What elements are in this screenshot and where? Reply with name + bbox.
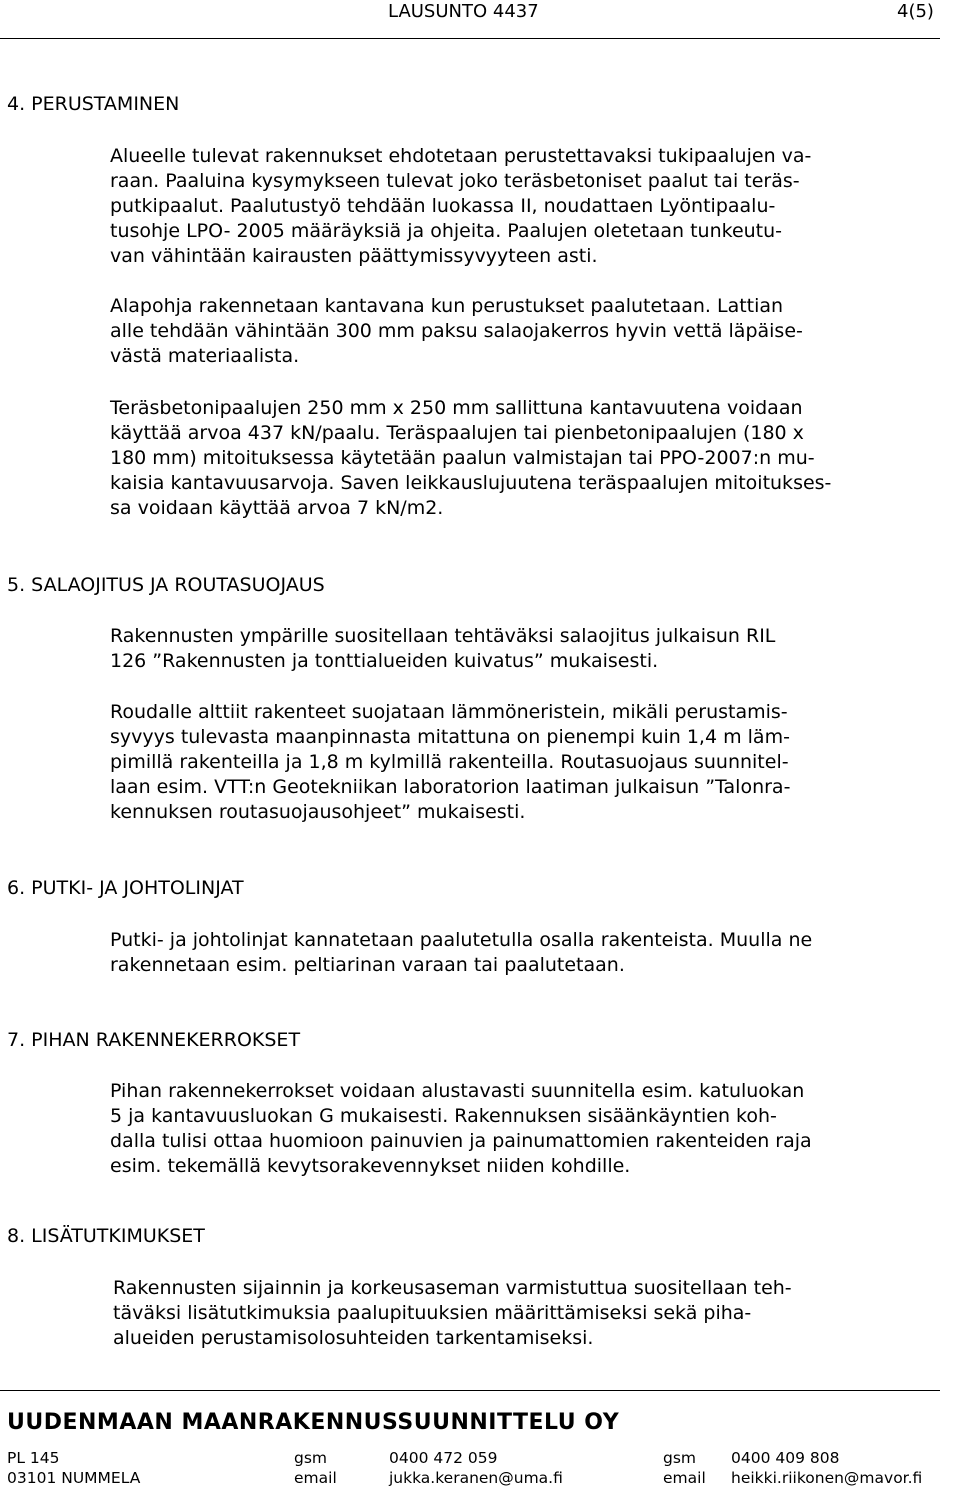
- section-heading-piha: 7. PIHAN RAKENNEKERROKSET: [7, 1029, 301, 1051]
- email-label: email: [663, 1469, 706, 1487]
- text-line: Rakennusten ympärille suositellaan tehtäväksi salaojitus julkaisun RIL: [110, 625, 776, 647]
- email-label: email: [294, 1469, 337, 1487]
- paragraph: [110, 396, 831, 521]
- text-line: alle tehdään vähintään 300 mm paksu salaojakerros hyvin vettä läpäise-: [110, 320, 803, 342]
- paragraph: [110, 294, 803, 369]
- gsm-number: 0400 472 059: [389, 1449, 498, 1467]
- paragraph: [110, 144, 811, 269]
- text-line: sa voidaan käyttää arvoa 7 kN/m2.: [110, 497, 444, 519]
- email-address: jukka.keranen@uma.fi: [389, 1469, 563, 1487]
- paragraph: [113, 1276, 792, 1351]
- text-line: Rakennusten sijainnin ja korkeusaseman varmistuttua suositellaan teh-: [113, 1277, 792, 1299]
- paragraph: [110, 624, 775, 674]
- text-line: syvyys tulevasta maanpinnasta mitattuna on pienempi kuin 1,4 m läm-: [110, 726, 790, 748]
- text-line: alueiden perustamisolosuhteiden tarkentamiseksi.: [113, 1327, 594, 1349]
- text-line: raan. Paaluina kysymykseen tulevat joko teräsbetoniset paalut tai teräs-: [110, 170, 800, 192]
- footer-divider: [0, 1390, 940, 1391]
- section-heading-perustaminen: 4. PERUSTAMINEN: [7, 93, 180, 115]
- text-line: Roudalle alttiit rakenteet suojataan lämmöneristein, mikäli perustamis-: [110, 701, 788, 723]
- gsm-label: gsm: [294, 1449, 328, 1467]
- email-address: heikki.riikonen@mavor.fi: [731, 1469, 923, 1487]
- text-line: västä materiaalista.: [110, 345, 300, 367]
- header-divider: [0, 38, 940, 39]
- text-line: tusohje LPO- 2005 määräyksiä ja ohjeita. Paalujen oletetaan tunkeutu-: [110, 220, 783, 242]
- paragraph: [110, 1079, 812, 1179]
- text-line: Putki- ja johtolinjat kannatetaan paalutetulla osalla rakenteista. Muulla ne: [110, 929, 813, 951]
- section-heading-putki: 6. PUTKI- JA JOHTOLINJAT: [7, 877, 244, 899]
- document-title: LAUSUNTO 4437: [388, 1, 539, 22]
- text-line: putkipaalut. Paalutustyö tehdään luokassa II, noudattaen Lyöntipaalu-: [110, 195, 776, 217]
- text-line: kennuksen routasuojausohjeet” mukaisesti.: [110, 801, 526, 823]
- paragraph: [110, 700, 790, 825]
- text-line: 180 mm) mitoituksessa käytetään paalun valmistajan tai PPO-2007:n mu-: [110, 447, 815, 469]
- section-heading-salaojitus: 5. SALAOJITUS JA ROUTASUOJAUS: [7, 574, 325, 596]
- text-line: käyttää arvoa 437 kN/paalu. Teräspaalujen tai pienbetonipaalujen (180 x: [110, 422, 804, 444]
- text-line: täväksi lisätutkimuksia paalupituuksien määrittämiseksi sekä piha-: [113, 1302, 752, 1324]
- page-number: 4(5): [897, 1, 934, 22]
- gsm-number: 0400 409 808: [731, 1449, 840, 1467]
- text-line: pimillä rakenteilla ja 1,8 m kylmillä rakenteilla. Routasuojaus suunnitel-: [110, 751, 789, 773]
- text-line: 126 ”Rakennusten ja tonttialueiden kuivatus” mukaisesti.: [110, 650, 659, 672]
- text-line: dalla tulisi ottaa huomioon painuvien ja painumattomien rakenteiden raja: [110, 1130, 812, 1152]
- address-line: PL 145: [7, 1449, 60, 1467]
- text-line: rakennetaan esim. peltiarinan varaan tai paalutetaan.: [110, 954, 625, 976]
- company-name: UUDENMAAN MAANRAKENNUSSUUNNITTELU OY: [7, 1410, 620, 1435]
- text-line: Pihan rakennekerrokset voidaan alustavasti suunnitella esim. katuluokan: [110, 1080, 805, 1102]
- text-line: Alueelle tulevat rakennukset ehdotetaan perustettavaksi tukipaalujen va-: [110, 145, 812, 167]
- text-line: kaisia kantavuusarvoja. Saven leikkauslujuutena teräspaalujen mitoitukses-: [110, 472, 832, 494]
- text-line: van vähintään kairausten päättymissyvyyteen asti.: [110, 245, 598, 267]
- text-line: Alapohja rakennetaan kantavana kun perustukset paalutetaan. Lattian: [110, 295, 784, 317]
- text-line: 5 ja kantavuusluokan G mukaisesti. Rakennuksen sisäänkäyntien koh-: [110, 1105, 777, 1127]
- text-line: esim. tekemällä kevytsorakevennykset niiden kohdille.: [110, 1155, 631, 1177]
- paragraph: [110, 928, 812, 978]
- text-line: Teräsbetonipaalujen 250 mm x 250 mm sallittuna kantavuutena voidaan: [110, 397, 803, 419]
- section-heading-lisatutkimukset: 8. LISÄTUTKIMUKSET: [7, 1225, 205, 1247]
- gsm-label: gsm: [663, 1449, 697, 1467]
- text-line: laan esim. VTT:n Geotekniikan laboratorion laatiman julkaisun ”Talonra-: [110, 776, 791, 798]
- address-line: 03101 NUMMELA: [7, 1469, 141, 1487]
